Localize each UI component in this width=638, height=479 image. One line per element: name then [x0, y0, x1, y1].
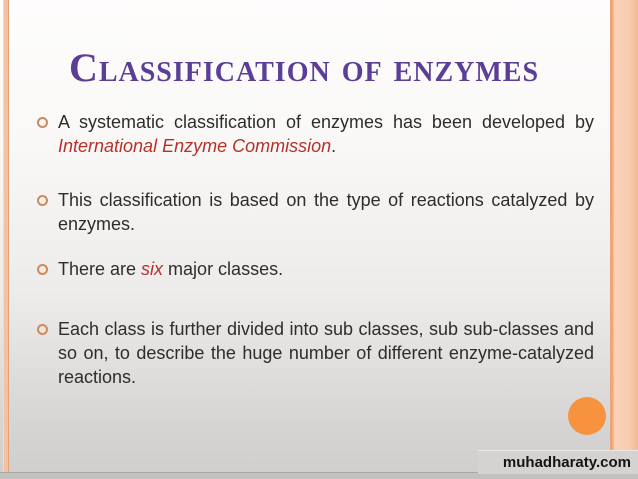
bullet-text — [58, 257, 594, 281]
bullet-list — [36, 110, 594, 389]
bullet-item — [36, 188, 594, 236]
watermark-text: muhadharaty.com — [502, 454, 631, 471]
left-accent-band — [3, 0, 9, 479]
right-accent-band — [610, 0, 638, 479]
watermark-bar — [478, 450, 638, 474]
bullet-text — [58, 188, 594, 236]
bullet-text-highlight: six — [141, 259, 164, 279]
bullet-item — [36, 317, 594, 389]
ring-bullet-icon — [37, 324, 48, 335]
bullet-text-segment: A systematic classification of enzymes has been developed by — [58, 112, 594, 132]
ring-bullet-icon — [37, 117, 48, 128]
bullet-text-segment: This classification is based on the type of reactions catalyzed by enzymes. — [58, 190, 594, 234]
bullet-text-segment: . — [331, 136, 337, 156]
bullet-item — [36, 257, 594, 281]
bullet-item — [36, 110, 594, 158]
bullet-text-highlight: International Enzyme Commission — [58, 136, 332, 156]
bullet-text-segment: There are — [58, 259, 142, 279]
orange-circle-decoration — [568, 397, 606, 435]
ring-bullet-icon — [37, 195, 48, 206]
ring-bullet-icon — [37, 264, 48, 275]
bullet-text — [58, 317, 594, 389]
bullet-text-segment: Each class is further divided into sub classes, sub sub-classes and so on, to describe the huge number of different enzyme-catalyzed reactions. — [58, 319, 594, 387]
slide-title: Classification of enzymes — [68, 45, 540, 90]
bullet-text-segment: major classes. — [163, 259, 284, 279]
bullet-text — [58, 110, 594, 158]
